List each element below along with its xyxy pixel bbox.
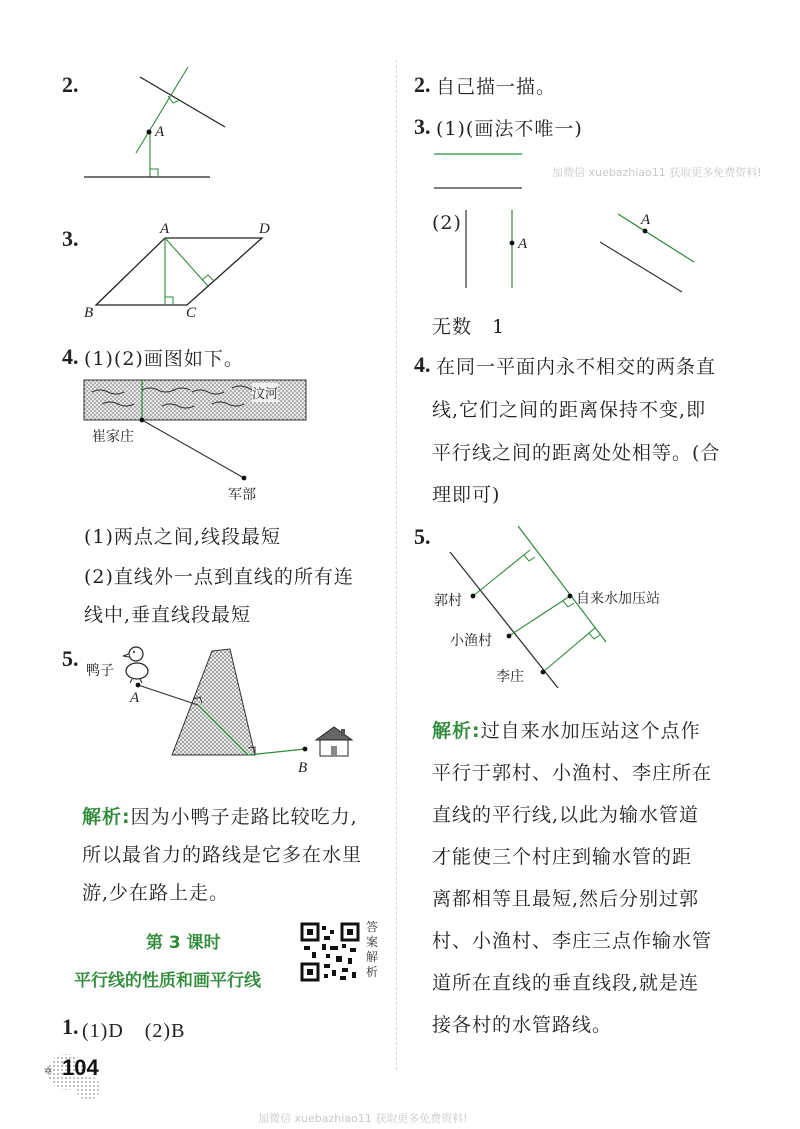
left-q3-label-d: D xyxy=(259,221,270,237)
right-q5-jiexi-line8: 接各村的水管路线。 xyxy=(432,1014,613,1036)
left-q3-number: 3. xyxy=(62,226,79,251)
left-q1-number: 1. xyxy=(62,1014,79,1039)
watermark-bottom: 加微信 xuebazhiao11 获取更多免费资料! xyxy=(258,1112,468,1125)
left-q4-base-label: 军部 xyxy=(228,487,256,503)
left-q3-label-b: B xyxy=(84,305,94,321)
left-q1-answer: (1)D (2)B xyxy=(82,1020,186,1042)
right-q4-line2: 线,它们之间的距离保持不变,即 xyxy=(432,399,707,421)
left-q5-number: 5. xyxy=(62,646,79,671)
left-q4-answer-1: (1)两点之间,线段最短 xyxy=(84,526,281,548)
right-q3-text: (1)(画法不唯一) xyxy=(436,118,583,140)
right-q3-answer-count: 无数 1 xyxy=(432,316,506,338)
house-icon xyxy=(312,724,356,758)
left-q5-label-a: A xyxy=(130,690,140,706)
right-q4-line4: 理即可) xyxy=(432,484,501,506)
right-q5-number: 5. xyxy=(414,524,431,549)
right-q3-label-a2: A xyxy=(641,212,651,228)
right-q5-yu-label: 小渔村 xyxy=(450,633,492,649)
right-q5-jiexi-line7: 道所在直线的垂直线段,就是连 xyxy=(432,972,700,994)
left-q5-jiexi-line2: 所以最省力的路线是它多在水里 xyxy=(82,844,363,866)
right-q5-li-label: 李庄 xyxy=(496,669,524,685)
watermark-top: 加微信 xuebazhiao11 获取更多免费资料! xyxy=(552,166,762,179)
page-number: 104 xyxy=(62,1055,99,1080)
right-q4-number: 4. xyxy=(414,352,431,377)
left-q2-label-a: A xyxy=(155,124,165,140)
left-q5-label-b: B xyxy=(298,760,308,776)
qr-caption: 答 案 解 析 xyxy=(366,920,379,979)
left-q2-number: 2. xyxy=(62,72,79,97)
jiexi-text: 因为小鸭子走路比较吃力, xyxy=(130,806,358,828)
right-q3-number: 3. xyxy=(414,114,431,139)
left-q3-label-a: A xyxy=(160,221,170,237)
left-q4-village-label: 崔家庄 xyxy=(92,429,134,445)
left-q3-parallelogram xyxy=(90,235,280,310)
jiexi-heading: 解析: xyxy=(432,720,481,742)
right-q4-line3: 平行线之间的距离处处相等。(合 xyxy=(432,442,721,464)
left-q5-jiexi-line1 xyxy=(82,802,358,829)
svg-text:✲: ✲ xyxy=(44,1066,53,1077)
column-divider xyxy=(396,60,397,1070)
left-q3-label-c: C xyxy=(186,305,197,321)
right-q5-jiexi-line4: 才能使三个村庄到输水管的距 xyxy=(432,846,693,868)
left-q5-duck-label: 鸭子 xyxy=(86,663,114,679)
right-q3-label-a1: A xyxy=(518,236,528,252)
right-q5-jiexi-line5: 离都相等且最短,然后分别过郭 xyxy=(432,888,700,910)
left-q4-answer-2-line1: (2)直线外一点到直线的所有连 xyxy=(84,566,354,588)
right-q5-jiexi-line1 xyxy=(432,716,701,743)
qr-code-icon xyxy=(300,922,360,982)
right-q5-guo-label: 郭村 xyxy=(434,593,462,609)
jiexi-heading: 解析: xyxy=(82,806,131,828)
right-q4-line1: 在同一平面内永不相交的两条直 xyxy=(436,356,717,378)
left-q4-title: (1)(2)画图如下。 xyxy=(84,348,244,370)
lesson-subtitle: 平行线的性质和画平行线 xyxy=(74,971,261,991)
right-q3-part2: (2) xyxy=(432,212,462,234)
left-q4-answer-2-line2: 线中,垂直线段最短 xyxy=(84,604,252,626)
left-q4-number: 4. xyxy=(62,344,79,369)
right-q2-text: 自己描一描。 xyxy=(436,76,557,98)
right-q5-jiexi-line3: 直线的平行线,以此为输水管道 xyxy=(432,804,700,826)
left-q5-jiexi-line3: 游,少在路上走。 xyxy=(82,882,230,904)
right-q3-parallel-lines-2 xyxy=(458,208,708,293)
right-q3-parallel-lines-1 xyxy=(430,150,530,192)
left-q4-river-label: 汶河 xyxy=(252,383,278,402)
right-q5-jiexi-line2: 平行于郭村、小渔村、李庄所在 xyxy=(432,762,713,784)
right-q2-number: 2. xyxy=(414,72,431,97)
right-q5-jiexi-line6: 村、小渔村、李庄三点作输水管 xyxy=(432,930,713,952)
lesson-title: 第 3 课时 xyxy=(146,933,221,953)
jiexi-text: 过自来水加压站这个点作 xyxy=(480,720,701,742)
right-q5-station-label: 自来水加压站 xyxy=(576,591,660,607)
